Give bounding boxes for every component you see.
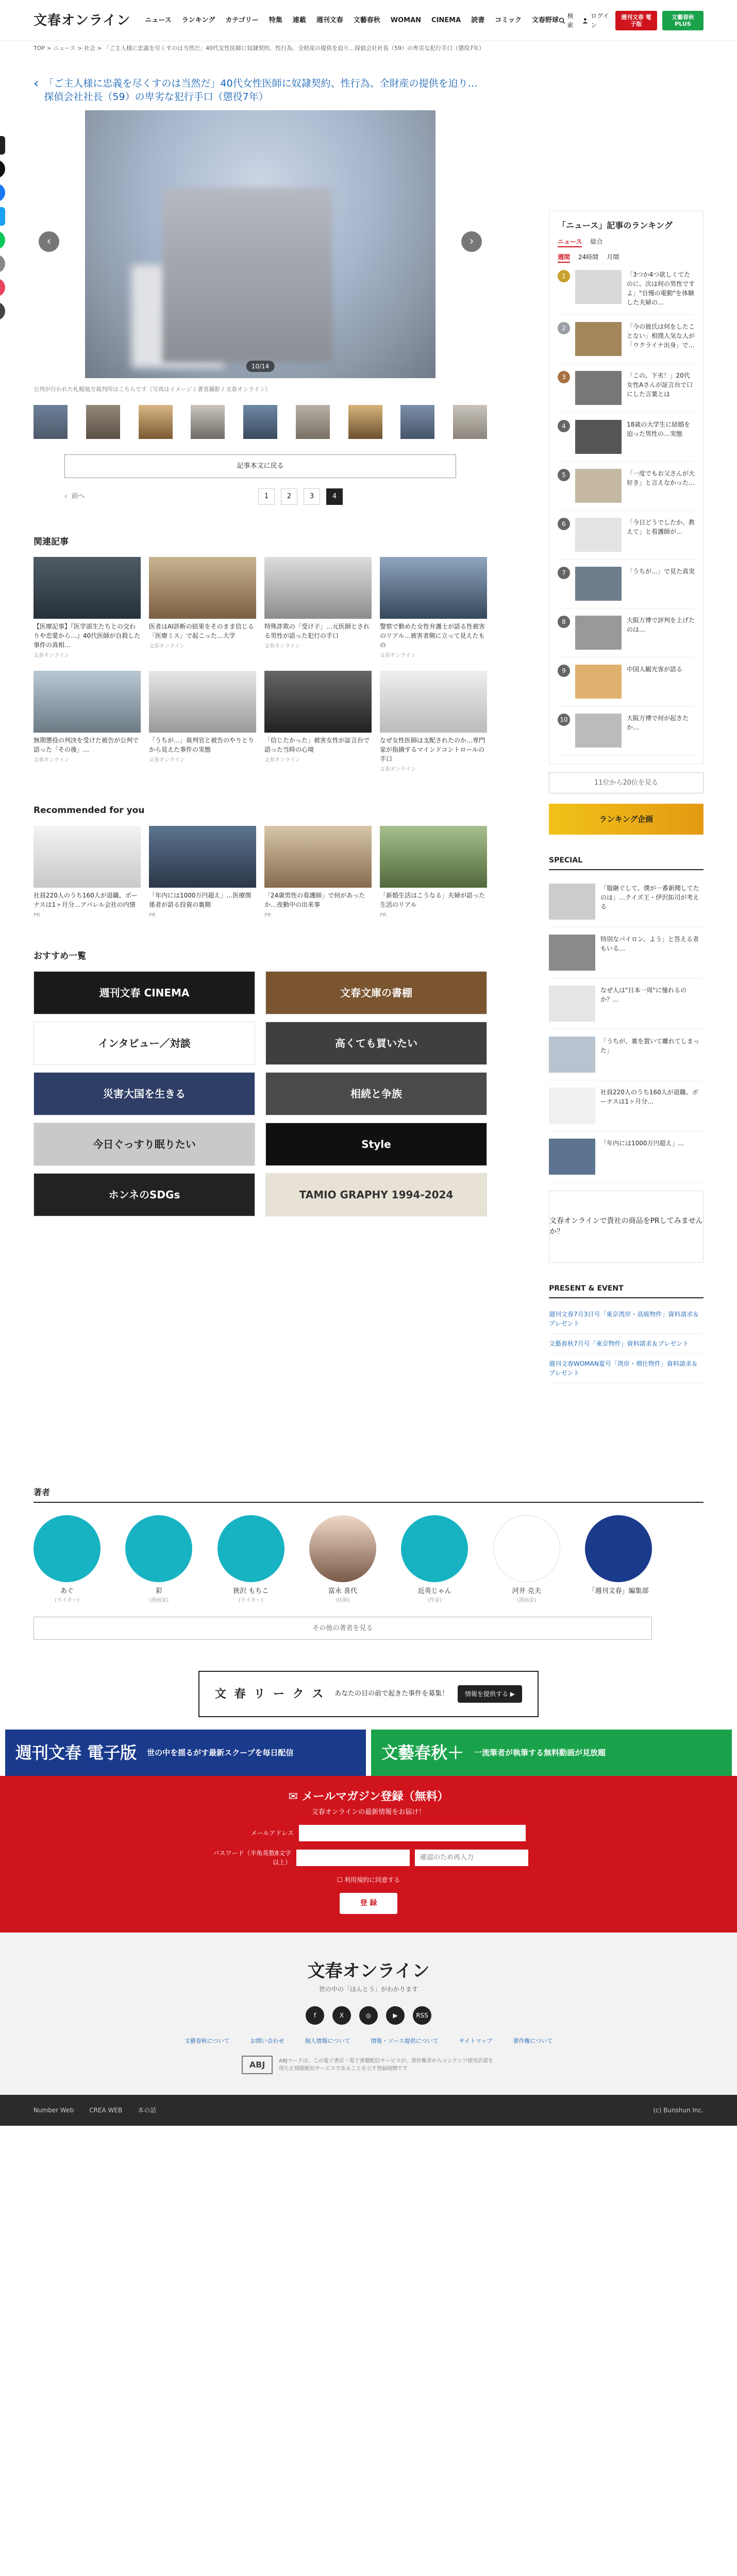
- ranking-more-button[interactable]: 11位から20位を見る: [549, 772, 703, 794]
- card-source: PR: [264, 912, 271, 918]
- terms-checkbox-row[interactable]: ☐ 利用規約に同意する: [337, 1876, 400, 1884]
- rss-icon[interactable]: RSS: [413, 2006, 431, 2025]
- card-title: 無期懲役の判決を受けた被告が公判で語った「その後」…: [34, 737, 139, 754]
- footer-socials: [0, 2006, 737, 2025]
- login-button[interactable]: [582, 11, 610, 30]
- thumbnail[interactable]: [139, 405, 173, 439]
- osusume-banners: [34, 971, 487, 1216]
- ranking-item[interactable]: [558, 511, 695, 560]
- ranking-image: [575, 270, 622, 304]
- author-role: (ライター): [55, 1597, 79, 1603]
- comment-icon[interactable]: [0, 136, 5, 155]
- youtube-icon[interactable]: ▶: [386, 2006, 405, 2025]
- nav-item-books[interactable]: 読書: [471, 16, 485, 25]
- card-title: 「年内には1000万円超え」…医療関係者が語る投資の裏側: [149, 891, 252, 908]
- rank-badge: 1: [558, 270, 570, 282]
- main-column: [34, 77, 487, 1384]
- card-image: [149, 557, 256, 619]
- card-source: 文春オンライン: [149, 757, 185, 764]
- ranking-item[interactable]: [558, 608, 695, 657]
- avatar: [493, 1515, 560, 1582]
- special-image: [549, 986, 595, 1022]
- ranking-item-title: 大阪万博で評判を上げたのは…: [627, 616, 695, 633]
- footer-link[interactable]: 情報・ソース提供について: [371, 2037, 439, 2044]
- ranking-image: [575, 567, 622, 601]
- special-item-title: 「服継ぐして、僕が一番新聞してたのは」…クイズ王・伊沢拓司が考える: [600, 885, 699, 910]
- gallery-photo: [85, 110, 435, 378]
- user-icon: [582, 16, 589, 25]
- ranking-item-title: 中国人観光客が語る: [627, 665, 683, 673]
- banner-disaster[interactable]: 災害大国を生きる: [34, 1072, 255, 1115]
- avatar: [34, 1515, 100, 1582]
- gallery-next-button[interactable]: ›: [461, 231, 482, 252]
- prev-page-link[interactable]: ‹ 前へ: [64, 492, 85, 500]
- term-24h[interactable]: 24時間: [578, 253, 599, 261]
- x-icon[interactable]: X: [332, 2006, 351, 2025]
- nav-item-category[interactable]: カテゴリー: [225, 16, 259, 25]
- ranking-item-title: 「この、下劣！」20代女性Aさんが証言台で口にした言葉とは: [627, 371, 693, 398]
- ranking-item[interactable]: [558, 364, 695, 413]
- special-item[interactable]: [549, 1080, 703, 1131]
- ranking-item-title: 18歳の大学生に結婚を迫った男性の…実態: [627, 420, 691, 437]
- ranking-item[interactable]: [558, 413, 695, 462]
- gallery-prev-button[interactable]: ‹: [39, 231, 59, 252]
- share-bar: [0, 136, 7, 320]
- line-share-icon[interactable]: [0, 231, 5, 249]
- login-label: ログイン: [591, 12, 609, 29]
- ranking-title: 「ニュース」記事のランキング: [558, 220, 673, 230]
- card-image: [380, 671, 487, 733]
- special-image: [549, 935, 595, 971]
- nav-item-shukan[interactable]: 週刊文春: [316, 16, 343, 25]
- ranking-item[interactable]: [558, 706, 695, 755]
- authors-more-button[interactable]: その他の著者を見る: [34, 1617, 652, 1640]
- leaks-title: 文 春 リ ー ク ス: [215, 1687, 326, 1701]
- thumbnail[interactable]: [400, 405, 434, 439]
- ranking-image: [575, 469, 622, 503]
- terms-label: 利用規約に同意する: [344, 1876, 400, 1884]
- nav-item-ranking[interactable]: ランキング: [181, 16, 215, 25]
- card-image: [380, 557, 487, 619]
- ranking-banner[interactable]: ランキング企画: [549, 804, 703, 835]
- banner-inheritance[interactable]: 相続と争族: [265, 1072, 487, 1115]
- photo-caption: 公判が行われた札幌地方裁判所はこちらです（写真はイメージ / 著者撮影 / 文春オンライン）: [34, 385, 271, 393]
- ranking-item[interactable]: [558, 263, 695, 315]
- tab-overall[interactable]: 総合: [590, 238, 603, 245]
- photo-counter: 10/14: [246, 361, 275, 372]
- page-link[interactable]: 2: [281, 488, 297, 505]
- ranking-item-title: 「今日どうでしたか、教えて」と看護師が…: [627, 518, 695, 535]
- pocket-share-icon[interactable]: [0, 278, 5, 297]
- abj-text: ABJマークは、この電子書店・電子書籍配信サービスが、著作権者からコンテンツ使用許諾を得た正規版配信サービスであることを示す登録商標です: [279, 2058, 494, 2072]
- current-page: 4: [326, 488, 343, 505]
- search-button[interactable]: [559, 11, 577, 30]
- card-source: PR: [34, 912, 40, 918]
- author-name: あぐ: [60, 1587, 74, 1595]
- thumbnail[interactable]: [243, 405, 277, 439]
- ranking-item[interactable]: [558, 560, 695, 608]
- footer-link[interactable]: 著作権について: [513, 2037, 553, 2044]
- facebook-icon[interactable]: f: [306, 2006, 324, 2025]
- related-card[interactable]: [34, 557, 141, 659]
- author-card[interactable]: [585, 1515, 652, 1604]
- nav-item-feature[interactable]: 特集: [269, 16, 282, 25]
- card-image: [149, 826, 256, 888]
- card-title: 警察で勤めた女性弁護士が語る性被害のリアル…被害者側に立って見えたもの: [380, 623, 485, 649]
- newsletter-signup: [0, 1776, 737, 1933]
- special-item[interactable]: [549, 1131, 703, 1182]
- author-role: (漫画家): [516, 1597, 537, 1603]
- ranking-image: [575, 371, 622, 405]
- ranking-image: [575, 616, 622, 650]
- nav-item-baseball[interactable]: 文春野球: [531, 16, 559, 25]
- sister-site-link[interactable]: CREA WEB: [89, 2107, 123, 2114]
- email-field[interactable]: [299, 1825, 526, 1841]
- author-name: 「週刊文春」編集部: [588, 1587, 649, 1595]
- rank-badge: 3: [558, 371, 570, 383]
- card-image: [380, 826, 487, 888]
- link-copy-icon[interactable]: [0, 302, 5, 320]
- sister-site-link[interactable]: 本の話: [138, 2107, 157, 2114]
- related-title: 関連記事: [34, 536, 69, 547]
- footer-links: [0, 2037, 737, 2046]
- sister-site-link[interactable]: Number Web: [34, 2107, 74, 2114]
- nav-item-woman[interactable]: WOMAN: [390, 16, 422, 25]
- related-card[interactable]: [264, 671, 372, 773]
- footer-logo[interactable]: 文春オンライン: [307, 1960, 430, 1981]
- site-footer: [0, 1933, 737, 2095]
- present-title: PRESENT & EVENT: [549, 1283, 703, 1298]
- banner-bunko[interactable]: 文春文庫の書棚: [265, 971, 487, 1014]
- search-label: 検索: [567, 12, 574, 29]
- card-title: 特殊詐欺の「受け子」…元医師とされる男性が語った犯行の手口: [264, 623, 370, 640]
- author-card[interactable]: [217, 1515, 284, 1604]
- sidebar: [549, 77, 703, 1384]
- shukan-digital-banner[interactable]: [5, 1730, 366, 1776]
- ranking-item-title: 大阪万博で何が起きたか…: [627, 714, 689, 731]
- banner-subtitle: 世の中を揺るがす最新スクープを毎日配信: [147, 1748, 294, 1757]
- special-item-title: 「年内には1000万円超え」…: [600, 1140, 684, 1147]
- breadcrumb[interactable]: TOP > ニュース > 社会 > 「ご主人様に忠義を尽くすのは当然だ」40代女性医師に奴隷契約、性行為、全財産の提供を迫り…探偵会社社長（59）の卑劣な犯行手口（懲役7年）: [34, 45, 485, 52]
- author-role: (漫画家): [149, 1597, 169, 1603]
- more-share-icon[interactable]: [0, 255, 5, 273]
- tab-news[interactable]: ニュース: [558, 237, 582, 247]
- special-image: [549, 884, 595, 920]
- abj-notice: [0, 2056, 737, 2074]
- special-title: SPECIAL: [549, 855, 703, 870]
- special-image: [549, 1037, 595, 1073]
- card-source: 文春オンライン: [34, 653, 70, 659]
- author-name: 狭沢 もちこ: [233, 1587, 269, 1595]
- author-name: 河井 克夫: [512, 1587, 541, 1595]
- gallery-title-link[interactable]: [34, 77, 487, 104]
- avatar: [309, 1515, 376, 1582]
- author-card[interactable]: [309, 1515, 376, 1604]
- special-item[interactable]: [549, 1029, 703, 1080]
- rank-badge: 10: [558, 714, 570, 726]
- thumbnail[interactable]: [86, 405, 120, 439]
- author-list: [34, 1515, 652, 1604]
- banner-interview[interactable]: インタビュー／対談: [34, 1022, 255, 1065]
- author-name: 富永 喜代: [328, 1587, 358, 1595]
- term-monthly[interactable]: 月間: [607, 253, 619, 261]
- recommended-card[interactable]: [264, 826, 372, 919]
- banner-style[interactable]: Style: [265, 1123, 487, 1166]
- card-image: [34, 557, 141, 619]
- recommended-card[interactable]: [149, 826, 256, 919]
- nav-item-cinema[interactable]: CINEMA: [431, 16, 461, 25]
- password-label: パスワード（半角英数8文字以上）: [213, 1849, 291, 1866]
- ranking-item[interactable]: [558, 462, 695, 511]
- abj-mark-icon: ABJ: [242, 2056, 273, 2074]
- card-image: [34, 826, 141, 888]
- ranking-image: [575, 665, 622, 699]
- nav-item-bungei[interactable]: 文藝春秋: [353, 16, 380, 25]
- password-field[interactable]: [296, 1850, 410, 1866]
- ranking-image: [575, 420, 622, 454]
- thumbnail-strip: [34, 405, 487, 439]
- banner-sleep[interactable]: 今日ぐっすり眠りたい: [34, 1123, 255, 1166]
- hatena-share-icon[interactable]: [0, 207, 5, 226]
- bungei-plus-button[interactable]: 文藝春秋 PLUS: [662, 11, 703, 30]
- card-title: 社員220人のうち160人が退職、ボーナスは1ヶ月分…アパレル会社の内情: [34, 891, 138, 908]
- ranking-item-title: 「うちが…」で見た真実: [627, 567, 695, 575]
- shukan-digital-button[interactable]: 週刊文春 電子版: [615, 11, 657, 30]
- authors-title: 著者: [34, 1486, 703, 1503]
- recommended-card[interactable]: [34, 826, 141, 919]
- bungei-plus-banner[interactable]: [371, 1730, 732, 1776]
- card-image: [264, 557, 372, 619]
- pr-inquiry-banner[interactable]: 文春オンラインで貴社の商品をPRしてみませんか？: [549, 1191, 703, 1263]
- present-item[interactable]: 週刊文春7月3日号「東京湾岸・高級物件」資料請求＆プレゼント: [549, 1304, 703, 1334]
- leaks-subtitle: あなたの目の前で起きた事件を募集！: [334, 1690, 449, 1698]
- ranking-item[interactable]: [558, 315, 695, 364]
- nav-item-series[interactable]: 連載: [292, 16, 306, 25]
- page-link[interactable]: 1: [258, 488, 275, 505]
- card-title: 「信じたかった」被害女性が証言台で語った当時の心境: [264, 737, 370, 754]
- special-item-title: なぜ人は"日本一周"に憧れるのか？…: [600, 987, 687, 1003]
- banner-cinema[interactable]: 週刊文春 CINEMA: [34, 971, 255, 1014]
- card-source: 文春オンライン: [149, 643, 185, 650]
- authors-section: [34, 1486, 703, 1640]
- nav-item-comic[interactable]: コミック: [495, 16, 522, 25]
- related-card[interactable]: [149, 671, 256, 773]
- present-item[interactable]: 文藝春秋7月号「東京物件」資料請求＆プレゼント: [549, 1334, 703, 1354]
- newsletter-subtitle: 文春オンラインの最新情報をお届け！: [311, 1808, 426, 1816]
- card-image: [34, 671, 141, 733]
- chevron-left-icon: ‹: [34, 75, 39, 91]
- author-role: (ライター): [238, 1597, 263, 1603]
- card-image: [264, 826, 372, 888]
- rank-badge: 6: [558, 518, 570, 530]
- avatar: [125, 1515, 192, 1582]
- banner-title: 文藝春秋＋: [381, 1743, 464, 1762]
- leaks-submit-button[interactable]: 情報を提供する ▶: [458, 1685, 522, 1703]
- banner-subtitle: 一流筆者が執筆する無料動画が見放題: [474, 1748, 606, 1757]
- page-numbers: [258, 488, 343, 505]
- present-item[interactable]: 週刊文春WOMAN夏号「湾岸・増仕物件」資料請求＆プレゼント: [549, 1354, 703, 1383]
- card-source: PR: [380, 912, 387, 918]
- osusume-title: おすすめ一覧: [34, 951, 87, 961]
- password-confirm-field[interactable]: [415, 1850, 528, 1866]
- special-item[interactable]: [549, 927, 703, 978]
- rank-badge: 5: [558, 469, 570, 481]
- author-name: 彩: [155, 1587, 162, 1595]
- thumbnail[interactable]: [191, 405, 225, 439]
- card-source: 文春オンライン: [264, 757, 300, 764]
- card-source: 文春オンライン: [380, 767, 416, 773]
- footer-link[interactable]: 文藝春秋について: [184, 2037, 230, 2044]
- header-actions: [559, 11, 703, 30]
- search-icon: [559, 16, 565, 25]
- special-item-title: 「うちが、裏を置いて離れてしまった」: [600, 1038, 700, 1054]
- ranking-tabs: [558, 237, 695, 247]
- thumbnail[interactable]: [453, 405, 487, 439]
- related-card[interactable]: [149, 557, 256, 659]
- special-item[interactable]: [549, 978, 703, 1029]
- banner-tamio[interactable]: TAMIO GRAPHY 1994-2024: [265, 1173, 487, 1216]
- copyright: (c) Bunshun Inc.: [653, 2107, 703, 2114]
- instagram-icon[interactable]: ◎: [359, 2006, 378, 2025]
- page-link[interactable]: 3: [304, 488, 320, 505]
- author-role: (医師): [336, 1597, 350, 1603]
- ranking-item-title: 「一度でもお父さんが大好き」と言えなかった…: [627, 469, 695, 486]
- recommended-card[interactable]: [380, 826, 487, 919]
- banner-expensive[interactable]: 高くても買いたい: [265, 1022, 487, 1065]
- related-card[interactable]: [380, 557, 487, 659]
- bottom-bar: [0, 2095, 737, 2126]
- special-item[interactable]: [549, 876, 703, 927]
- banner-title: 週刊文春 電子版: [15, 1743, 137, 1762]
- prev-page-label: 前へ: [71, 492, 85, 500]
- thumbnail[interactable]: [34, 405, 68, 439]
- related-card[interactable]: [380, 671, 487, 773]
- ranking-terms: [558, 252, 695, 263]
- card-source: 文春オンライン: [34, 757, 70, 764]
- footer-link[interactable]: お問い合わせ: [250, 2037, 284, 2044]
- author-name: 近英じゃん: [417, 1587, 451, 1595]
- gallery-title: 「ご主人様に忠義を尽くすのは当然だ」40代女性医師に奴隷契約、性行為、全財産の提供を迫り…探偵会社社長（59）の卑劣な犯行手口（懲役7年）: [44, 77, 478, 103]
- photo-building-shape: [162, 188, 332, 363]
- ranking-item[interactable]: [558, 657, 695, 706]
- facebook-share-icon[interactable]: [0, 183, 5, 202]
- card-source: PR: [149, 912, 156, 918]
- email-label: メールアドレス: [250, 1829, 294, 1837]
- card-title: なぜ女性医師は支配されたのか…専門家が指摘するマインドコントロールの手口: [380, 737, 485, 763]
- x-share-icon[interactable]: [0, 160, 5, 178]
- card-title: 【医療記事】『医学部生たちとの交わりや恋愛から…』40代医師が自殺した事件の真相…: [34, 623, 141, 649]
- author-role: (作家): [427, 1597, 442, 1603]
- term-weekly[interactable]: 週間: [558, 252, 570, 263]
- special-image: [549, 1139, 595, 1175]
- newsletter-title: ✉ メールマガジン登録（無料）: [288, 1790, 449, 1803]
- related-card[interactable]: [264, 557, 372, 659]
- related-card[interactable]: [34, 671, 141, 773]
- special-image: [549, 1088, 595, 1124]
- ranking-image: [575, 322, 622, 356]
- photo-gallery: [34, 110, 487, 378]
- author-card[interactable]: [125, 1515, 192, 1604]
- nav-item-news[interactable]: ニュース: [145, 16, 172, 25]
- card-title: 「新婚生活はこうなる」夫婦が語った生活のリアル: [380, 891, 485, 908]
- card-source: 文春オンライン: [380, 653, 416, 659]
- special-item-title: 社員220人のうち160人が退職、ボーナスは1ヶ月分…: [600, 1089, 698, 1105]
- footer-tagline: 世の中の「ほんとう」がわかります: [319, 1985, 418, 1993]
- rank-badge: 2: [558, 322, 570, 334]
- related-grid: [34, 557, 487, 773]
- avatar: [217, 1515, 284, 1582]
- ranking-image: [575, 714, 622, 748]
- footer-link[interactable]: サイトマップ: [459, 2037, 493, 2044]
- subscription-banners: [5, 1730, 732, 1776]
- thumbnail[interactable]: [296, 405, 330, 439]
- ranking-box: [549, 211, 703, 764]
- avatar: [585, 1515, 652, 1582]
- special-item-title: 特別なパイロン、よう」と答える者もいる…: [600, 936, 699, 952]
- pagination: [64, 488, 456, 505]
- author-card[interactable]: [401, 1515, 468, 1604]
- card-image: [264, 671, 372, 733]
- recommended-grid: [34, 826, 487, 919]
- card-title: 「24歳男性の看護師」で何があったか…夜勤中の出来事: [264, 891, 365, 908]
- ranking-item-title: 「3つか4つ欲しくてたのに。次は何の男性ですよ」"自慢の電動"を体験した夫婦の…: [627, 270, 695, 306]
- site-header: [0, 0, 737, 41]
- bunshun-leaks-banner[interactable]: [198, 1671, 539, 1717]
- ranking-image: [575, 518, 622, 552]
- site-logo[interactable]: 文春オンライン: [34, 12, 131, 28]
- back-to-article-button[interactable]: 記事本文に戻る: [64, 454, 456, 478]
- card-source: 文春オンライン: [264, 643, 300, 650]
- recommended-title: Recommended for you: [34, 805, 145, 816]
- rank-badge: 4: [558, 420, 570, 432]
- thumbnail[interactable]: [348, 405, 382, 439]
- newsletter-submit-button[interactable]: 登 録: [340, 1893, 398, 1914]
- author-card[interactable]: [34, 1515, 100, 1604]
- banner-sdgs[interactable]: ホンネのSDGs: [34, 1173, 255, 1216]
- card-title: 医者はAI診断の結果をそのまま信じる「医療ミス」で起こった…大学: [149, 623, 254, 640]
- footer-link[interactable]: 個人情報について: [305, 2037, 350, 2044]
- rank-badge: 7: [558, 567, 570, 579]
- main-nav: [145, 15, 559, 26]
- author-card[interactable]: [493, 1515, 560, 1604]
- rank-badge: 8: [558, 616, 570, 628]
- ranking-item-title: 「今の彼氏は何をしたことない」相撲人気な人が「ウクライナ出身」で…: [627, 323, 695, 349]
- rank-badge: 9: [558, 665, 570, 677]
- card-title: 「うちが…」裁判官と被告のやりとりから見えた事件の実態: [149, 737, 255, 754]
- card-image: [149, 671, 256, 733]
- avatar: [401, 1515, 468, 1582]
